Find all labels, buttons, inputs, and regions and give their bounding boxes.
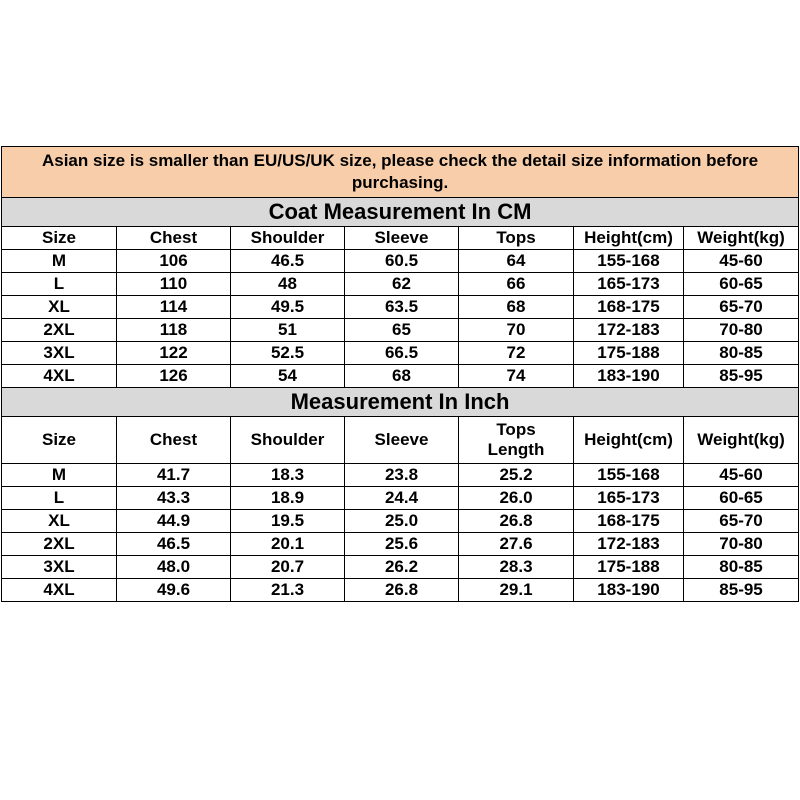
table-row: [2, 556, 799, 579]
inch-header-height: Height(cm): [574, 417, 684, 464]
table-cell: 48.0: [117, 556, 231, 579]
table-cell: 51: [231, 319, 345, 342]
notice-row: [2, 147, 799, 198]
table-row: [2, 510, 799, 533]
table-cell: 114: [117, 296, 231, 319]
table-cell: 165-173: [574, 273, 684, 296]
table-row: [2, 533, 799, 556]
table-cell: 26.8: [345, 579, 459, 602]
table-cell: 183-190: [574, 365, 684, 388]
size-chart-table: [1, 146, 799, 602]
table-row: [2, 464, 799, 487]
table-cell: 106: [117, 250, 231, 273]
table-cell: 65-70: [684, 510, 799, 533]
table-row: [2, 365, 799, 388]
table-cell: 20.1: [231, 533, 345, 556]
table-cell: 70-80: [684, 319, 799, 342]
table-cell: 63.5: [345, 296, 459, 319]
table-cell: 2XL: [2, 533, 117, 556]
table-cell: 74: [459, 365, 574, 388]
table-cell: M: [2, 464, 117, 487]
table-cell: 68: [345, 365, 459, 388]
table-cell: 26.8: [459, 510, 574, 533]
inch-title-row: [2, 388, 799, 417]
table-cell: 165-173: [574, 487, 684, 510]
cm-header-tops: Tops: [459, 227, 574, 250]
cm-section-title: Coat Measurement In CM: [2, 198, 799, 227]
table-cell: 45-60: [684, 464, 799, 487]
table-cell: 45-60: [684, 250, 799, 273]
cm-header-sleeve: Sleeve: [345, 227, 459, 250]
table-cell: 24.4: [345, 487, 459, 510]
inch-header-tops-length: [459, 417, 574, 464]
table-cell: L: [2, 487, 117, 510]
table-cell: 126: [117, 365, 231, 388]
table-cell: 85-95: [684, 365, 799, 388]
table-cell: 70-80: [684, 533, 799, 556]
table-cell: 65: [345, 319, 459, 342]
inch-header-shoulder: Shoulder: [231, 417, 345, 464]
table-cell: 4XL: [2, 365, 117, 388]
table-cell: 54: [231, 365, 345, 388]
table-row: [2, 342, 799, 365]
table-cell: 66.5: [345, 342, 459, 365]
table-cell: 183-190: [574, 579, 684, 602]
table-cell: 43.3: [117, 487, 231, 510]
table-cell: 62: [345, 273, 459, 296]
table-row: [2, 319, 799, 342]
table-cell: 52.5: [231, 342, 345, 365]
table-cell: 49.5: [231, 296, 345, 319]
table-cell: 18.3: [231, 464, 345, 487]
inch-header-size: Size: [2, 417, 117, 464]
table-cell: 3XL: [2, 556, 117, 579]
table-cell: 25.0: [345, 510, 459, 533]
table-cell: 18.9: [231, 487, 345, 510]
table-cell: 60-65: [684, 487, 799, 510]
table-cell: 155-168: [574, 250, 684, 273]
table-cell: 110: [117, 273, 231, 296]
table-cell: 29.1: [459, 579, 574, 602]
table-cell: 60-65: [684, 273, 799, 296]
cm-title-row: [2, 198, 799, 227]
table-cell: M: [2, 250, 117, 273]
table-row: [2, 487, 799, 510]
inch-header-chest: Chest: [117, 417, 231, 464]
table-cell: 80-85: [684, 342, 799, 365]
table-cell: 70: [459, 319, 574, 342]
table-cell: 2XL: [2, 319, 117, 342]
table-cell: 4XL: [2, 579, 117, 602]
notice-text: Asian size is smaller than EU/US/UK size, please check the detail size information before purchasing.: [2, 147, 799, 198]
table-row: [2, 296, 799, 319]
inch-header-weight: Weight(kg): [684, 417, 799, 464]
table-cell: 46.5: [231, 250, 345, 273]
table-cell: 118: [117, 319, 231, 342]
table-cell: L: [2, 273, 117, 296]
table-cell: 85-95: [684, 579, 799, 602]
table-cell: 49.6: [117, 579, 231, 602]
table-cell: 65-70: [684, 296, 799, 319]
inch-section-title: Measurement In Inch: [2, 388, 799, 417]
cm-header-row: [2, 227, 799, 250]
table-cell: 80-85: [684, 556, 799, 579]
cm-header-shoulder: Shoulder: [231, 227, 345, 250]
table-cell: 28.3: [459, 556, 574, 579]
table-cell: 26.0: [459, 487, 574, 510]
table-cell: 155-168: [574, 464, 684, 487]
table-row: [2, 273, 799, 296]
cm-header-weight: Weight(kg): [684, 227, 799, 250]
table-cell: 64: [459, 250, 574, 273]
inch-header-sleeve: Sleeve: [345, 417, 459, 464]
table-cell: 122: [117, 342, 231, 365]
table-cell: 23.8: [345, 464, 459, 487]
table-cell: 68: [459, 296, 574, 319]
table-cell: 19.5: [231, 510, 345, 533]
table-cell: 168-175: [574, 510, 684, 533]
cm-header-height: Height(cm): [574, 227, 684, 250]
cm-header-chest: Chest: [117, 227, 231, 250]
table-cell: 60.5: [345, 250, 459, 273]
table-cell: 172-183: [574, 533, 684, 556]
cm-header-size: Size: [2, 227, 117, 250]
table-cell: 41.7: [117, 464, 231, 487]
table-cell: 3XL: [2, 342, 117, 365]
inch-header-row: [2, 417, 799, 464]
size-chart: [1, 146, 798, 602]
table-cell: 66: [459, 273, 574, 296]
table-cell: 26.2: [345, 556, 459, 579]
inch-header-tops-line1: Tops: [496, 420, 536, 440]
table-cell: 25.6: [345, 533, 459, 556]
table-cell: XL: [2, 296, 117, 319]
table-cell: 48: [231, 273, 345, 296]
table-cell: 175-188: [574, 342, 684, 365]
table-cell: 168-175: [574, 296, 684, 319]
table-cell: 72: [459, 342, 574, 365]
table-cell: 20.7: [231, 556, 345, 579]
table-cell: 27.6: [459, 533, 574, 556]
table-cell: 25.2: [459, 464, 574, 487]
inch-header-tops-line2: Length: [487, 440, 545, 459]
table-cell: 21.3: [231, 579, 345, 602]
table-cell: 172-183: [574, 319, 684, 342]
table-cell: 175-188: [574, 556, 684, 579]
table-cell: 46.5: [117, 533, 231, 556]
table-row: [2, 579, 799, 602]
table-cell: XL: [2, 510, 117, 533]
table-row: [2, 250, 799, 273]
table-cell: 44.9: [117, 510, 231, 533]
